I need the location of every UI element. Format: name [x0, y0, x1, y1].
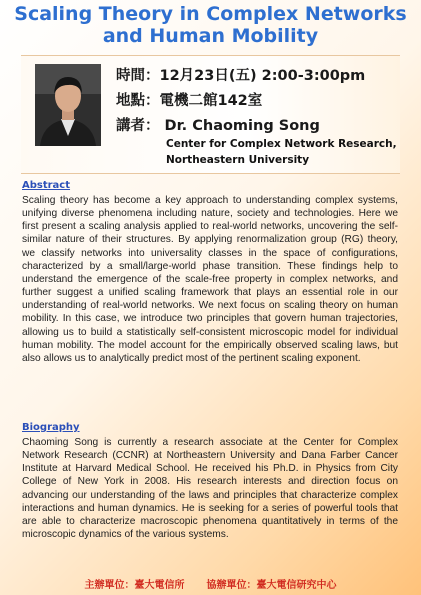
- title-line-1: Scaling Theory in Complex Networks: [14, 3, 407, 25]
- poster-title: [0, 3, 421, 47]
- abstract-heading: Abstract: [22, 180, 71, 191]
- co-organizer: 協辦單位：臺大電信研究中心: [206, 580, 337, 591]
- organizers-footer: [0, 576, 421, 591]
- organizer: 主辦單位：臺大電信所: [84, 580, 185, 591]
- title-line-2: and Human Mobility: [102, 25, 319, 47]
- event-info-box: [21, 55, 400, 174]
- abstract-text: Scaling theory has become a key approach to understanding complex systems, unifying diverse phenomena including nature, society and technologies. Here we first present a scaling analysis applied to real-world networks, uncovering the self-similar nature of their structures. By applying renormalization group (RG) theory, we classify networks into universality classes in the space of configurations, characterized by a small/large-world phase transition. These findings help to understand the emergence of the scale-free property in complex networks, and further suggest a unified scaling framework that plays an essential role in our understanding of real-world networks. We next focus on scaling theory on human mobility. In this case, we introduce two principles that govern human trajectories, allowing us to build a statistically self-consistent microscopic model for individual human mobility. The model account for the empirically observed scaling laws, but also allows us to analytically predict most of the pertinent scaling exponent.: [22, 195, 398, 364]
- event-location: 地點：電機二館142室: [116, 93, 263, 109]
- biography-heading: Biography: [22, 422, 80, 433]
- speaker-affiliation-line-2: Northeastern University: [166, 154, 310, 166]
- biography-text: Chaoming Song is currently a research associate at the Center for Complex Network Research (CCNR) at Northeastern University and Dana Farber Cancer Institute at Harvard Medical School. He received his Ph.D. in Physics from City College of New York in 2008. His research interests and direction focus on advancing our understanding of the laws and principles that characterize complex interactions and human dynamics. He is seeking for a series of powerful tools that are able to characterize macroscopic phenomena quantitatively in terms of the microscopic dynamics of the various systems.: [22, 437, 398, 541]
- speaker-portrait-image: [35, 64, 101, 146]
- speaker-photo: [35, 64, 101, 146]
- event-speaker: 講者： Dr. Chaoming Song: [116, 118, 320, 134]
- speaker-affiliation-line-1: Center for Complex Network Research,: [166, 138, 397, 150]
- event-time: 時間：12月23日(五) 2:00-3:00pm: [116, 68, 366, 84]
